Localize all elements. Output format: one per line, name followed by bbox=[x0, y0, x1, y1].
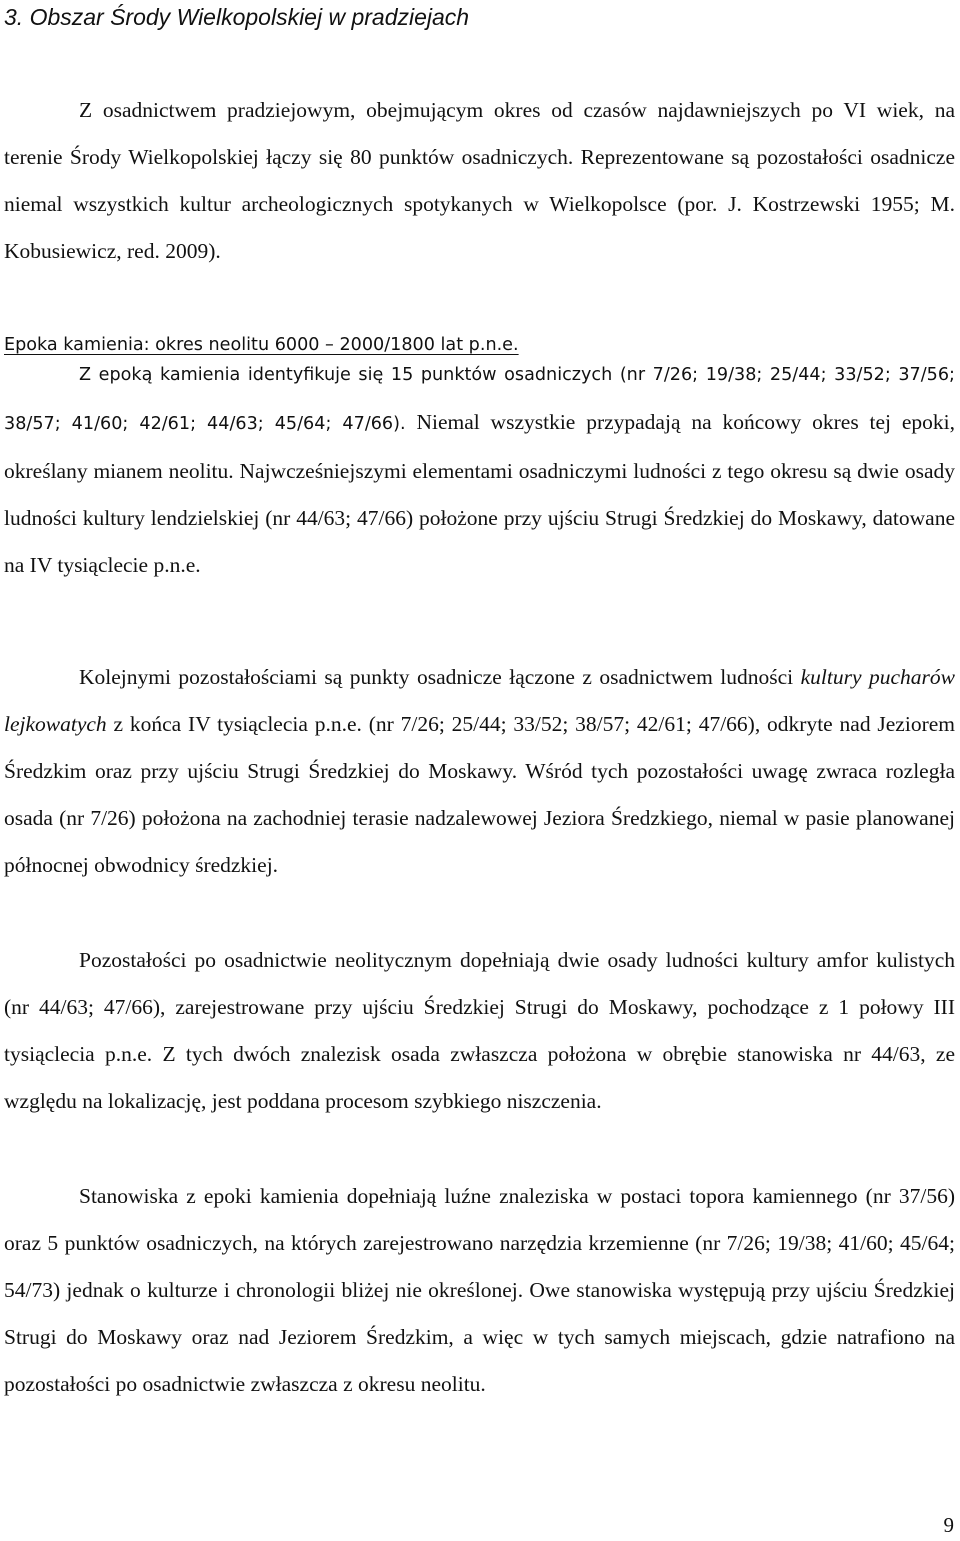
paragraph-intro-text: Z osadnictwem pradziejowym, obejmującym okres od czasów najdawniejszych po VI wiek, na terenie Środy Wielkopolskiej łączy się 80 punktów osadniczych. Reprezentowane są pozostałości osadnicze niemal wszystkich kultur archeologicznych spotykanych w Wielkopolsce (por. J. Kostrzewski 1955; M. Kobusiewicz, red. 2009). bbox=[4, 98, 955, 263]
paragraph-globular-amphora-text: Pozostałości po osadnictwie neolitycznym dopełniają dwie osady ludności kultury amfor kulistych (nr 44/63; 47/66), zarejestrowane przy ujściu Średzkiej Strugi do Moskawy, pochodzące z 1 połowy III tysiąclecia p.n.e. Z tych dwóch znalezisk osada zwłaszcza położona w obrębie stanowiska nr 44/63, ze względu na lokalizację, jest poddana procesom szybkiego niszczenia. bbox=[4, 948, 955, 1113]
paragraph-funnel-beaker-text-a: Kolejnymi pozostałościami są punkty osadnicze łączone z osadnictwem ludności bbox=[79, 665, 794, 689]
paragraph-stray-finds-text: Stanowiska z epoki kamienia dopełniają luźne znaleziska w postaci topora kamiennego (nr 37/56) oraz 5 punktów osadniczych, na których zarejestrowano narzędzia krzemienne (nr 7/26; 19/38; 41/60; 45/64; 54/73) jednak o kulturze i chronologii bliżej nie określonej. Owe stanowiska występują przy ujściu Średzkiej Strugi do Moskawy oraz nad Jeziorem Średzkim, a więc w tych samych miejscach, gdzie natrafiono na pozostałości po osadnictwie zwłaszcza z okresu neolitu. bbox=[4, 1184, 955, 1396]
paragraph-stone-age bbox=[4, 350, 955, 589]
page-number: 9 bbox=[943, 1513, 954, 1537]
paragraph-intro bbox=[4, 87, 955, 275]
paragraph-stone-age-sans-text: Z epoką kamienia identyfikuje się 15 punktów osadniczych (nr 7/26; 19/38; 25/44; 33/52; 37/56; 38/57; 41/60; 42/61; 44/63; 45/64; 47/66). bbox=[4, 365, 955, 434]
culture-name-italic: kultury pucharów lejkowatych bbox=[4, 665, 955, 736]
chapter-heading: 3. Obszar Środy Wielkopolskiej w pradziejach bbox=[4, 4, 470, 30]
paragraph-funnel-beaker bbox=[4, 654, 955, 889]
paragraph-stone-age-text: Niemal wszystkie przypadają na końcowy okres tej epoki, określany mianem neolitu. Najwcześniejszymi elementami osadniczymi ludności z tego okresu są dwie osady ludności kultury lendzielskiej (nr 44/63; 47/66) położone przy ujściu Strugi Średzkiej do Moskawy, datowane na IV tysiąclecie p.n.e. bbox=[4, 410, 955, 577]
paragraph-globular-amphora bbox=[4, 937, 955, 1125]
paragraph-stray-finds bbox=[4, 1173, 955, 1408]
paragraph-funnel-beaker-text-b: z końca IV tysiąclecia p.n.e. (nr 7/26; 25/44; 33/52; 38/57; 42/61; 47/66), odkryte nad Jeziorem Średzkim oraz przy ujściu Strugi Średzkiej do Moskawy. Wśród tych pozostałości uwagę zwraca rozległa osada (nr 7/26) położona na zachodniej terasie nadzalewowej Jeziora Średzkiego, niemal w pasie planowanej północnej obwodnicy średzkiej. bbox=[4, 712, 956, 877]
section-subheading: Epoka kamienia: okres neolitu 6000 – 2000/1800 lat p.n.e. bbox=[4, 335, 519, 355]
